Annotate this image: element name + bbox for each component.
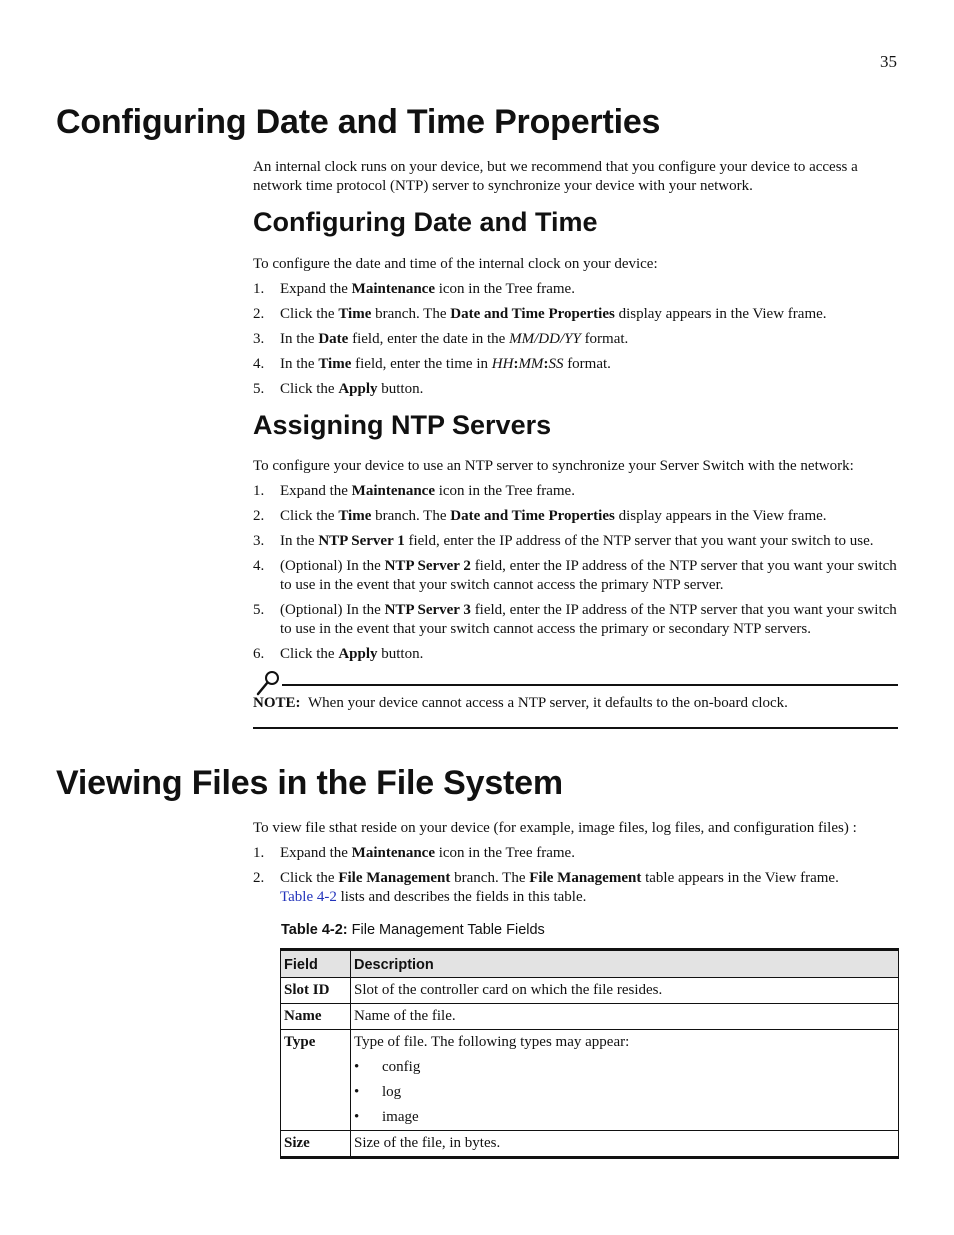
field-cell: Slot ID [281, 978, 351, 1004]
list-item: 6. Click the Apply button. [253, 646, 424, 662]
section-title-date-time-properties: Configuring Date and Time Properties [56, 103, 661, 141]
field-cell: Type [281, 1030, 351, 1131]
page-number: 35 [880, 52, 897, 71]
description-cell [351, 1030, 899, 1131]
section-title-viewing-files: Viewing Files in the File System [56, 764, 563, 802]
subsection-title-date-time: Configuring Date and Time [253, 207, 598, 237]
note-top-rule [282, 684, 898, 686]
description-cell: Name of the file. [351, 1004, 899, 1030]
list-item: 1. Expand the Maintenance icon in the Tree frame. [253, 281, 575, 297]
section-intro: To view file sthat reside on your device (for example, image files, log files, and configuration files) : [253, 820, 857, 836]
list-item: 3. In the Date field, enter the date in the MM/DD/YY format. [253, 331, 629, 347]
type-bullet-list [354, 1058, 895, 1127]
description-cell: Size of the file, in bytes. [351, 1131, 899, 1158]
note-text: When your device cannot access a NTP server, it defaults to the on-board clock. [308, 695, 788, 711]
column-header-description: Description [351, 950, 899, 978]
intro-line-1: An internal clock runs on your device, but we recommend that you configure your device to access a [253, 159, 858, 175]
list-item: 2. Click the File Management branch. The File Management table appears in the View frame. Table 4-2 lists and describes the fields in this table. [253, 870, 839, 905]
list-item: 5. (Optional) In the NTP Server 3 field, enter the IP address of the NTP server that you want your switch to use in the event that your switch cannot access the primary or secondary NTP servers. [253, 602, 897, 637]
list-item: 4. (Optional) In the NTP Server 2 field, enter the IP address of the NTP server that you want your switch to use in the event that your switch cannot access the primary NTP server. [253, 558, 897, 593]
intro-line-2: network time protocol (NTP) server to synchronize your device with your network. [253, 178, 753, 194]
table-row [281, 1131, 899, 1158]
magnifier-icon [255, 669, 283, 697]
list-item: 4. In the Time field, enter the time in HH:MM:SS format. [253, 356, 611, 372]
list-item: 3. In the NTP Server 1 field, enter the IP address of the NTP server that you want your switch to use. [253, 533, 874, 549]
field-cell: Name [281, 1004, 351, 1030]
subsection-title-ntp: Assigning NTP Servers [253, 410, 552, 440]
list-item: 2. Click the Time branch. The Date and Time Properties display appears in the View frame. [253, 508, 827, 524]
description-cell: Slot of the controller card on which the file resides. [351, 978, 899, 1004]
note [253, 694, 898, 713]
note-bottom-rule [253, 727, 898, 729]
list-item: 5. Click the Apply button. [253, 381, 424, 397]
table-caption [281, 922, 545, 938]
description-text: Type of file. The following types may appear: [354, 1034, 630, 1050]
subsection-intro: To configure the date and time of the internal clock on your device: [253, 256, 658, 272]
list-item: • config [354, 1058, 895, 1077]
table-caption-text: File Management Table Fields [347, 922, 545, 938]
list-item: 2. Click the Time branch. The Date and Time Properties display appears in the View frame. [253, 306, 827, 322]
field-cell: Size [281, 1131, 351, 1158]
section-intro [253, 158, 903, 196]
table-row [281, 1004, 899, 1030]
table-caption-label: Table 4-2: [281, 922, 348, 938]
note-label: NOTE: [253, 695, 301, 711]
subsection-intro: To configure your device to use an NTP server to synchronize your Server Switch with the network: [253, 458, 854, 474]
list-item: • log [354, 1083, 895, 1102]
table-row [281, 1030, 899, 1131]
table-header-row [281, 950, 899, 978]
date-time-steps [253, 280, 903, 405]
table-4-2-link[interactable]: Table 4-2 [280, 889, 337, 905]
ntp-steps [253, 482, 903, 670]
file-management-table [280, 948, 899, 1159]
list-item: 1. Expand the Maintenance icon in the Tree frame. [253, 483, 575, 499]
list-item: • image [354, 1108, 895, 1127]
list-item: 1. Expand the Maintenance icon in the Tree frame. [253, 845, 575, 861]
table-row [281, 978, 899, 1004]
file-steps [253, 844, 903, 913]
column-header-field: Field [281, 950, 351, 978]
